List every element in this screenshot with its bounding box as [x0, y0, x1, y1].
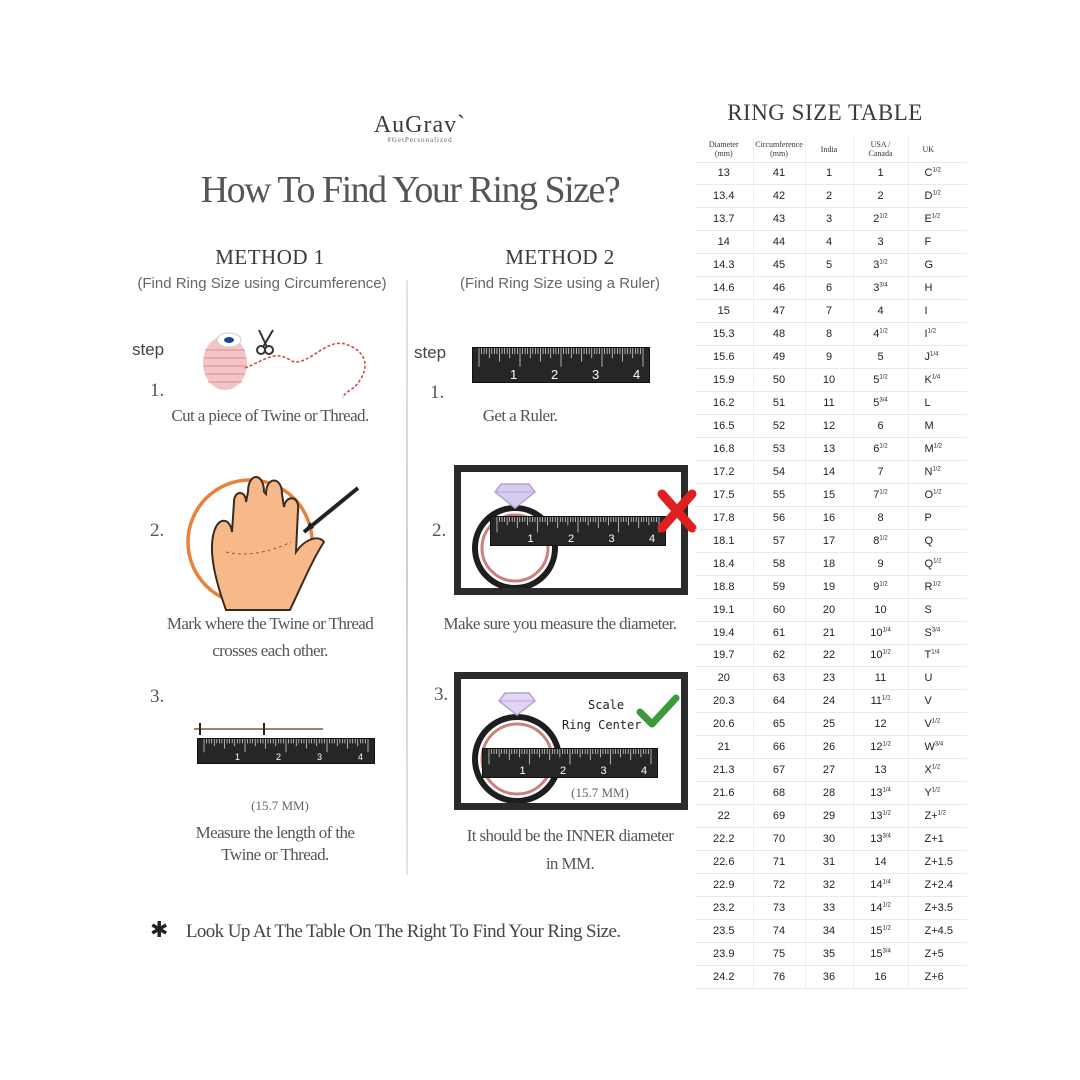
cell-diameter: 23.2 — [695, 897, 753, 920]
cell-usa: $5^{1/2}$ — [853, 369, 908, 392]
cell-india: 7 — [805, 300, 853, 323]
method1-step2-line1: Mark where the Twine or Thread — [166, 614, 374, 633]
cell-circumference: 66 — [753, 736, 805, 759]
cell-circumference: 53 — [753, 437, 805, 460]
cell-usa: 8 — [853, 506, 908, 529]
cell-india: 5 — [805, 254, 853, 277]
cell-india: 22 — [805, 644, 853, 667]
cell-diameter: 15.6 — [695, 346, 753, 369]
ruler-tick-label: 3 — [608, 533, 615, 545]
hand-measure-illustration — [186, 462, 366, 612]
ruler-tick-label: 4 — [358, 752, 364, 762]
cell-circumference: 62 — [753, 644, 805, 667]
cell-uk: $C^{1/2}$ — [908, 162, 967, 185]
cell-diameter: 13.7 — [695, 208, 753, 231]
cell-usa: $11^{1/2}$ — [853, 690, 908, 713]
method1-step3-line1: Measure the length of the — [195, 823, 355, 842]
cell-circumference: 69 — [753, 805, 805, 828]
cell-india: 19 — [805, 575, 853, 598]
cell-diameter: 13 — [695, 162, 753, 185]
cell-circumference: 45 — [753, 254, 805, 277]
cell-usa: $13^{3/4}$ — [853, 828, 908, 851]
cell-diameter: 20.3 — [695, 690, 753, 713]
cell-diameter: 19.7 — [695, 644, 753, 667]
cell-india: 20 — [805, 598, 853, 621]
table-row — [695, 460, 967, 483]
ruler-tick-label: 3 — [592, 367, 600, 382]
cell-india: 24 — [805, 690, 853, 713]
cell-circumference: 50 — [753, 369, 805, 392]
table-body — [695, 162, 967, 988]
ruler-icon — [473, 348, 649, 382]
cell-circumference: 71 — [753, 851, 805, 874]
table-header-row — [695, 137, 967, 162]
cell-india: 26 — [805, 736, 853, 759]
cell-india: 21 — [805, 621, 853, 644]
table-row — [695, 759, 967, 782]
cell-uk: P — [908, 506, 967, 529]
cell-diameter: 22.6 — [695, 851, 753, 874]
method1-step2-line2: crosses each other. — [212, 641, 328, 660]
cell-india: 2 — [805, 185, 853, 208]
ruler-icon — [483, 749, 657, 777]
cell-diameter: 15 — [695, 300, 753, 323]
cell-usa: $6^{1/2}$ — [853, 437, 908, 460]
ruler-method1-step3 — [197, 738, 375, 764]
cell-usa: $3^{1/2}$ — [853, 254, 908, 277]
cell-india: 9 — [805, 346, 853, 369]
cell-circumference: 74 — [753, 919, 805, 942]
footnote — [150, 918, 620, 943]
cell-india: 8 — [805, 323, 853, 346]
ruler-tick-label: 2 — [551, 367, 559, 382]
cell-usa: $10^{1/2}$ — [853, 644, 908, 667]
ring-size-table — [695, 137, 967, 989]
cell-india: 29 — [805, 805, 853, 828]
cell-circumference: 64 — [753, 690, 805, 713]
method2-title: METHOD 2 — [505, 245, 615, 269]
table-row — [695, 782, 967, 805]
cell-usa: 14 — [853, 851, 908, 874]
ruler-tick-label: 4 — [649, 533, 656, 545]
twine-segment — [190, 722, 325, 736]
cell-india: 16 — [805, 506, 853, 529]
ruler-tick-label: 2 — [568, 533, 575, 545]
correct-check-icon — [636, 694, 680, 728]
ruler-tick-label: 1 — [235, 752, 241, 762]
ruler-tick-label: 1 — [527, 533, 534, 545]
wrong-cross-icon — [656, 488, 698, 534]
cell-india: 1 — [805, 162, 853, 185]
cell-circumference: 67 — [753, 759, 805, 782]
table-row — [695, 644, 967, 667]
cell-diameter: 16.2 — [695, 392, 753, 415]
cell-diameter: 15.9 — [695, 369, 753, 392]
cell-usa: $7^{1/2}$ — [853, 483, 908, 506]
cell-circumference: 76 — [753, 965, 805, 988]
cell-diameter: 14 — [695, 231, 753, 254]
cell-circumference: 57 — [753, 529, 805, 552]
method2-step3-line2: in MM. — [545, 854, 595, 873]
cell-uk: $D^{1/2}$ — [908, 185, 967, 208]
method1-step-label: step — [132, 340, 165, 359]
ruler-tick-label: 4 — [641, 765, 648, 777]
method1-step1-caption: Cut a piece of Twine or Thread. — [171, 406, 369, 425]
cell-diameter: 24.2 — [695, 965, 753, 988]
cell-uk: $S^{3/4}$ — [908, 621, 967, 644]
ruler-icon — [198, 739, 374, 763]
table-row — [695, 897, 967, 920]
cell-uk: $Y^{1/2}$ — [908, 782, 967, 805]
cell-india: 17 — [805, 529, 853, 552]
cell-uk: I — [908, 300, 967, 323]
table-row — [695, 874, 967, 897]
cell-usa: 11 — [853, 667, 908, 690]
table-row — [695, 621, 967, 644]
header-circumference: Circumference (mm) — [753, 137, 805, 162]
method2-subtitle: (Find Ring Size using a Ruler) — [459, 275, 661, 292]
cell-india: 6 — [805, 277, 853, 300]
cell-circumference: 72 — [753, 874, 805, 897]
cell-circumference: 48 — [753, 323, 805, 346]
cell-uk: Z+1.5 — [908, 851, 967, 874]
table-row — [695, 437, 967, 460]
method2-step2-caption: Make sure you measure the diameter. — [443, 614, 677, 633]
thread-spool-illustration — [195, 320, 395, 400]
cell-usa: $8^{1/2}$ — [853, 529, 908, 552]
thread-spool-icon — [195, 320, 395, 400]
cell-diameter: 19.1 — [695, 598, 753, 621]
cell-diameter: 18.8 — [695, 575, 753, 598]
table-row — [695, 965, 967, 988]
cell-usa: 5 — [853, 346, 908, 369]
table-row — [695, 323, 967, 346]
method1-title: METHOD 1 — [215, 245, 325, 269]
cell-usa: 7 — [853, 460, 908, 483]
cell-diameter: 23.5 — [695, 919, 753, 942]
cell-circumference: 65 — [753, 713, 805, 736]
table-row — [695, 506, 967, 529]
table-row — [695, 254, 967, 277]
cell-uk: Z+6 — [908, 965, 967, 988]
cell-diameter: 16.8 — [695, 437, 753, 460]
table-title: RING SIZE TABLE — [727, 100, 923, 125]
cell-diameter: 14.3 — [695, 254, 753, 277]
cell-diameter: 21.6 — [695, 782, 753, 805]
table-row — [695, 690, 967, 713]
ruler-tick-label: 2 — [560, 765, 567, 777]
cell-circumference: 43 — [753, 208, 805, 231]
cell-india: 14 — [805, 460, 853, 483]
cell-usa: $3^{3/4}$ — [853, 277, 908, 300]
ruler-tick-label: 3 — [317, 752, 323, 762]
cell-uk: $M^{1/2}$ — [908, 437, 967, 460]
cell-uk: Z+3.5 — [908, 897, 967, 920]
cell-circumference: 51 — [753, 392, 805, 415]
check-icon — [636, 694, 680, 728]
cell-uk: Z+4.5 — [908, 919, 967, 942]
cell-usa: 3 — [853, 231, 908, 254]
cell-circumference: 61 — [753, 621, 805, 644]
table-row — [695, 414, 967, 437]
cell-uk: $Q^{1/2}$ — [908, 552, 967, 575]
table-row — [695, 942, 967, 965]
cell-circumference: 60 — [753, 598, 805, 621]
cell-uk: $V^{1/2}$ — [908, 713, 967, 736]
table-row — [695, 277, 967, 300]
cell-usa: $15^{1/2}$ — [853, 919, 908, 942]
cell-usa: $4^{1/2}$ — [853, 323, 908, 346]
scale-line1: Scale — [588, 698, 625, 712]
table-row — [695, 231, 967, 254]
cell-uk: F — [908, 231, 967, 254]
cell-diameter: 15.3 — [695, 323, 753, 346]
method1-step3-number: 3. — [150, 686, 165, 707]
cell-circumference: 63 — [753, 667, 805, 690]
cell-india: 12 — [805, 414, 853, 437]
cell-uk: $T^{1/4}$ — [908, 644, 967, 667]
cell-uk: $J^{1/4}$ — [908, 346, 967, 369]
cell-usa: $13^{1/4}$ — [853, 782, 908, 805]
ruler-tick-label: 2 — [276, 752, 282, 762]
table-row — [695, 552, 967, 575]
cell-diameter: 22.2 — [695, 828, 753, 851]
cell-uk: G — [908, 254, 967, 277]
cell-diameter: 22.9 — [695, 874, 753, 897]
cell-usa: $2^{1/2}$ — [853, 208, 908, 231]
table-row — [695, 919, 967, 942]
cell-uk: $R^{1/2}$ — [908, 575, 967, 598]
table-row — [695, 575, 967, 598]
cell-circumference: 52 — [753, 414, 805, 437]
hand-icon — [186, 462, 366, 612]
cell-diameter: 14.6 — [695, 277, 753, 300]
cell-usa: 2 — [853, 185, 908, 208]
ruler-method2-step3 — [482, 748, 658, 778]
cell-uk: $X^{1/2}$ — [908, 759, 967, 782]
cell-usa: 16 — [853, 965, 908, 988]
cell-india: 33 — [805, 897, 853, 920]
cell-uk: Q — [908, 529, 967, 552]
cell-india: 3 — [805, 208, 853, 231]
brand-logo — [330, 112, 510, 144]
cell-circumference: 46 — [753, 277, 805, 300]
table-row — [695, 483, 967, 506]
ruler-tick-label: 4 — [633, 367, 641, 382]
cell-circumference: 42 — [753, 185, 805, 208]
table-row — [695, 208, 967, 231]
method2-step3-line1: It should be the INNER diameter — [466, 826, 674, 845]
cell-usa: $13^{1/2}$ — [853, 805, 908, 828]
cell-circumference: 44 — [753, 231, 805, 254]
method1-step2-number: 2. — [150, 520, 165, 541]
cell-usa: 12 — [853, 713, 908, 736]
cell-usa: $14^{1/2}$ — [853, 897, 908, 920]
cell-diameter: 17.2 — [695, 460, 753, 483]
cell-diameter: 23.9 — [695, 942, 753, 965]
brand-tagline: #GetPersonalized — [387, 136, 453, 144]
cell-diameter: 21.3 — [695, 759, 753, 782]
page-title: How To Find Your Ring Size? — [200, 169, 620, 211]
cell-usa: $15^{3/4}$ — [853, 942, 908, 965]
cell-usa: $14^{1/4}$ — [853, 874, 908, 897]
cell-uk: Z+$^{1/2}$ — [908, 805, 967, 828]
cell-india: 34 — [805, 919, 853, 942]
table-row — [695, 529, 967, 552]
method1-step3-caption — [130, 822, 420, 866]
method2-measurement: (15.7 MM) — [571, 785, 629, 800]
cell-diameter: 17.5 — [695, 483, 753, 506]
cell-usa: $12^{1/2}$ — [853, 736, 908, 759]
cell-diameter: 20 — [695, 667, 753, 690]
asterisk-icon: ✱ — [150, 918, 168, 943]
cell-uk: S — [908, 598, 967, 621]
cell-circumference: 75 — [753, 942, 805, 965]
cell-uk: $K^{1/4}$ — [908, 369, 967, 392]
table-row — [695, 300, 967, 323]
cell-india: 35 — [805, 942, 853, 965]
table-row — [695, 736, 967, 759]
table-row — [695, 828, 967, 851]
cell-circumference: 58 — [753, 552, 805, 575]
cell-diameter: 19.4 — [695, 621, 753, 644]
cell-uk: H — [908, 277, 967, 300]
method1-step2-caption — [120, 610, 420, 664]
method2-step3-caption — [430, 822, 710, 878]
cell-diameter: 16.5 — [695, 414, 753, 437]
method2-step1-number: 1. — [430, 382, 445, 403]
cell-india: 11 — [805, 392, 853, 415]
cell-usa: 13 — [853, 759, 908, 782]
cell-uk: U — [908, 667, 967, 690]
cell-circumference: 68 — [753, 782, 805, 805]
cell-circumference: 55 — [753, 483, 805, 506]
cell-usa: 9 — [853, 552, 908, 575]
cell-india: 4 — [805, 231, 853, 254]
ruler-tick-label: 3 — [600, 765, 607, 777]
cell-india: 18 — [805, 552, 853, 575]
cell-uk: $O^{1/2}$ — [908, 483, 967, 506]
cell-diameter: 20.6 — [695, 713, 753, 736]
cell-uk: $I^{1/2}$ — [908, 323, 967, 346]
cell-india: 28 — [805, 782, 853, 805]
cell-circumference: 54 — [753, 460, 805, 483]
cross-icon — [656, 488, 698, 534]
method2-step1-caption: Get a Ruler. — [482, 406, 558, 425]
twine-line-icon — [190, 722, 325, 736]
brand-name: AuGravˋ — [373, 112, 467, 138]
cell-india: 32 — [805, 874, 853, 897]
cell-india: 15 — [805, 483, 853, 506]
table-row — [695, 185, 967, 208]
cell-diameter: 21 — [695, 736, 753, 759]
cell-uk: $N^{1/2}$ — [908, 460, 967, 483]
cell-india: 31 — [805, 851, 853, 874]
footnote-text: Look Up At The Table On The Right To Find Your Ring Size. — [185, 921, 621, 942]
table-row — [695, 805, 967, 828]
cell-circumference: 49 — [753, 346, 805, 369]
cell-circumference: 70 — [753, 828, 805, 851]
ruler-tick-label: 1 — [510, 367, 518, 382]
table-row — [695, 713, 967, 736]
method2-step2-number: 2. — [432, 520, 447, 541]
table-row — [695, 369, 967, 392]
method2-step-label: step — [414, 343, 447, 362]
cell-india: 23 — [805, 667, 853, 690]
cell-uk: $W^{3/4}$ — [908, 736, 967, 759]
column-divider — [406, 280, 408, 875]
header-india: India — [805, 137, 853, 162]
method1-step1-number: 1. — [150, 380, 165, 401]
scale-line2: Ring Center — [562, 718, 642, 732]
cell-uk: V — [908, 690, 967, 713]
cell-uk: Z+5 — [908, 942, 967, 965]
cell-usa: 10 — [853, 598, 908, 621]
cell-circumference: 41 — [753, 162, 805, 185]
method1-subtitle: (Find Ring Size using Circumference) — [137, 275, 387, 292]
cell-diameter: 17.8 — [695, 506, 753, 529]
table-row — [695, 598, 967, 621]
method1-measurement: (15.7 MM) — [251, 798, 309, 813]
cell-india: 27 — [805, 759, 853, 782]
cell-diameter: 18.1 — [695, 529, 753, 552]
cell-diameter: 13.4 — [695, 185, 753, 208]
ruler-method2-step2 — [490, 516, 666, 546]
cell-usa: 4 — [853, 300, 908, 323]
header-uk: UK — [908, 137, 967, 162]
header-usa-canada: USA / Canada — [853, 137, 908, 162]
cell-usa: 1 — [853, 162, 908, 185]
cell-circumference: 73 — [753, 897, 805, 920]
cell-uk: Z+2.4 — [908, 874, 967, 897]
cell-usa: $5^{3/4}$ — [853, 392, 908, 415]
method1-step3-line2: Twine or Thread. — [221, 845, 329, 864]
cell-india: 25 — [805, 713, 853, 736]
ruler-tick-label: 1 — [519, 765, 526, 777]
cell-circumference: 47 — [753, 300, 805, 323]
table-row — [695, 162, 967, 185]
ruler-method2-step1 — [472, 347, 650, 383]
method2-step3-number: 3. — [434, 684, 449, 705]
cell-uk: M — [908, 414, 967, 437]
cell-diameter: 22 — [695, 805, 753, 828]
cell-uk: L — [908, 392, 967, 415]
table-row — [695, 851, 967, 874]
cell-uk: $E^{1/2}$ — [908, 208, 967, 231]
cell-circumference: 59 — [753, 575, 805, 598]
cell-usa: 6 — [853, 414, 908, 437]
cell-india: 13 — [805, 437, 853, 460]
table-row — [695, 667, 967, 690]
ruler-icon — [491, 517, 665, 545]
cell-usa: $10^{1/4}$ — [853, 621, 908, 644]
header-diameter: Diameter (mm) — [695, 137, 753, 162]
cell-india: 10 — [805, 369, 853, 392]
cell-uk: Z+1 — [908, 828, 967, 851]
cell-india: 36 — [805, 965, 853, 988]
table-row — [695, 392, 967, 415]
cell-usa: $9^{1/2}$ — [853, 575, 908, 598]
cell-diameter: 18.4 — [695, 552, 753, 575]
table-row — [695, 346, 967, 369]
cell-india: 30 — [805, 828, 853, 851]
cell-circumference: 56 — [753, 506, 805, 529]
